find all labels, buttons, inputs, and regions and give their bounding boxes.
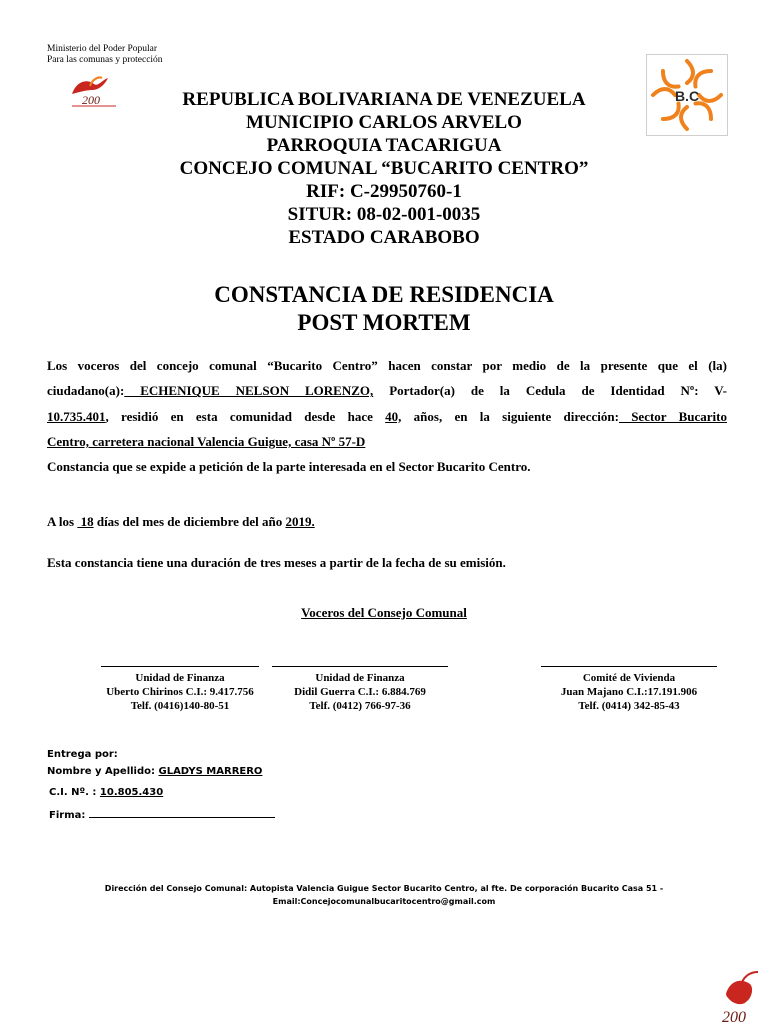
date-year: 2019. [285,514,315,529]
id-label: Portador(a) de la Cedula de Identidad Nº: V- [373,383,727,399]
title-line-1: CONSTANCIA DE RESIDENCIA [214,282,554,307]
issue-date [47,514,315,530]
delivery-name-label: Nombre y Apellido: [47,766,159,777]
date-prefix: A los [47,514,78,529]
body-line-2 [47,378,727,403]
signature-line [101,666,259,667]
body-line-1: Los voceros del concejo comunal “Bucarito Centro” hacen constar por medio de la presente que el (la) [47,358,727,373]
delivery-section [47,746,275,824]
delivery-signature-line [89,807,275,818]
title-line-2: POST MORTEM [297,310,471,335]
ministry-heading [47,44,163,66]
voceros-title-text: Voceros del Consejo Comunal [301,605,467,620]
bucarito-logo-label: B.C [674,88,700,104]
header-municipality: MUNICIPIO CARLOS ARVELO [246,112,522,133]
delivery-signature-label: Firma: [49,810,89,821]
ministry-200-logo-bottom-icon [712,970,762,1024]
signatory-phone: Telf. (0416)140-80-51 [130,700,230,712]
delivery-label: Entrega por: [47,749,118,760]
svg-text:200: 200 [82,93,100,107]
signature-line [272,666,448,667]
signatory-name: Uberto Chirinos C.I.: 9.417.756 [106,686,254,698]
body-line-5: Constancia que se expide a petición de la parte interesada en el Sector Bucarito Centro. [47,459,531,475]
ministry-line-2: Para las comunas y protección [47,55,163,65]
residence-text: , residió en esta comunidad desde hace [105,408,386,424]
body-line-4 [47,429,727,454]
signatory-name: Juan Majano C.I.:17.191.906 [560,686,698,698]
signature-line [541,666,717,667]
address-label: años, en la siguiente dirección: [401,408,619,424]
signatory-name: Didil Guerra C.I.: 6.884.769 [294,686,426,698]
svg-text:200: 200 [722,1009,746,1024]
signatory-role: Unidad de Finanza [135,672,225,684]
citizen-ci: 10.735.401 [47,408,106,424]
citizen-label: ciudadano(a): [47,383,125,399]
footer-address: Dirección del Consejo Comunal: Autopista Valencia Guigue Sector Bucarito Centro, al fte. De corporación Bucarito Casa 51 - [104,884,664,893]
signatory-phone: Telf. (0412) 766-97-36 [309,700,411,712]
signature-block-3 [514,666,744,713]
footer-email: Email:Concejocomunalbucaritocentro@gmail.com [272,897,496,906]
signatory-role: Comité de Vivienda [582,672,676,684]
delivery-ci-value: 10.805.430 [99,787,164,798]
delivery-ci-label: C.I. Nº. : [49,787,100,798]
citizen-name: ECHENIQUE NELSON LORENZO, [124,383,374,399]
date-day: 18 [77,514,94,529]
delivery-name-value: GLADYS MARRERO [158,766,263,777]
certificate-body [47,353,727,479]
ministry-line-1: Ministerio del Poder Popular [47,44,158,54]
address-part-1: Sector Bucarito [618,408,727,424]
delivery-signature-row [47,807,275,824]
delivery-name-row [47,763,275,780]
header-country: REPUBLICA BOLIVARIANA DE VENEZUELA [182,89,586,110]
header-rif: RIF: C-29950760-1 [306,181,462,202]
header-council: CONCEJO COMUNAL “BUCARITO CENTRO” [179,158,589,179]
header-state: ESTADO CARABOBO [288,227,480,248]
body-line-3 [47,404,727,429]
signatory-phone: Telf. (0414) 342-85-43 [578,700,680,712]
header-situr: SITUR: 08-02-001-0035 [287,204,481,225]
residence-years: 40, [385,408,402,424]
document-title [0,281,768,337]
document-header [0,88,768,249]
voceros-title [0,605,768,621]
validity-note: Esta constancia tiene una duración de tres meses a partir de la fecha de su emisión. [47,555,506,570]
delivery-ci-row [47,784,275,801]
address-part-2: Centro, carretera nacional Valencia Guigue, casa Nº 57-D [47,433,366,449]
date-mid: días del mes de diciembre del año [93,514,286,529]
signature-block-2 [245,666,475,713]
header-parish: PARROQUIA TACARIGUA [266,135,502,156]
document-footer [60,882,708,908]
signatory-role: Unidad de Finanza [315,672,405,684]
